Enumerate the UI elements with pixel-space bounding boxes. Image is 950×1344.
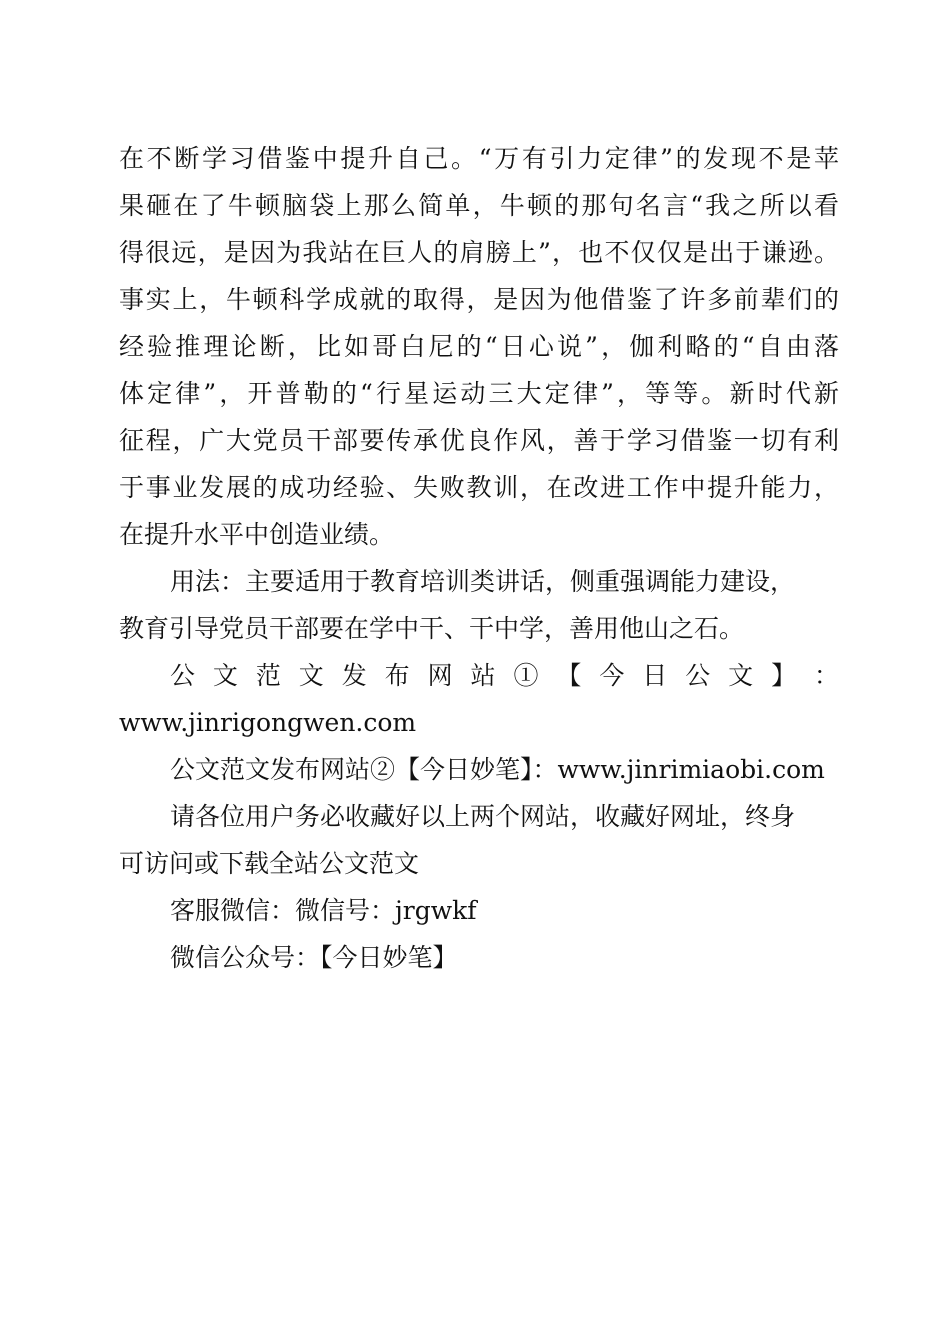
text-line: 征程，广大党员干部要传承优良作风，善于学习借鉴一切有利: [119, 426, 839, 455]
paragraph-usage: [119, 558, 839, 652]
text-line: 请各位用户务必收藏好以上两个网站，收藏好网址，终身: [170, 802, 796, 831]
site-1-url: www.jinrigongwen.com: [119, 708, 417, 737]
site-1-notice: [119, 652, 839, 746]
site-2-notice: [119, 746, 839, 793]
service-wechat: [119, 887, 839, 934]
text-line: 用法：主要适用于教育培训类讲话，侧重强调能力建设，: [170, 567, 796, 596]
public-account: [119, 934, 839, 981]
text-line: 体定律”，开普勒的“行星运动三大定律”，等等。新时代新: [119, 379, 839, 408]
text-line: 可访问或下载全站公文范文: [119, 849, 420, 878]
text-line: 果砸在了牛顿脑袋上那么简单，牛顿的那句名言“我之所以看: [119, 191, 839, 220]
text-line: 在提升水平中创造业绩。: [119, 520, 395, 549]
text-line: 在不断学习借鉴中提升自己。“万有引力定律”的发现不是苹: [119, 144, 839, 173]
text-line: 教育引导党员干部要在学中干、干中学，善用他山之石。: [119, 614, 745, 643]
text-line: 微信公众号：【今日妙笔】: [170, 943, 458, 972]
text-line: 公 文 范 文 发 布 网 站 ① 【 今 日 公 文 】 ：: [170, 661, 839, 690]
text-line: 于事业发展的成功经验、失败教训，在改进工作中提升能力，: [119, 473, 839, 502]
bookmark-reminder: [119, 793, 839, 887]
paragraph-main: [119, 135, 839, 558]
document-body: [119, 135, 839, 981]
text-line: 客服微信：微信号：jrgwkf: [170, 896, 477, 925]
text-line: 得很远，是因为我站在巨人的肩膀上”，也不仅仅是出于谦逊。: [119, 238, 839, 267]
text-line: 经验推理论断，比如哥白尼的“日心说”，伽利略的“自由落: [119, 332, 839, 361]
text-line: 公文范文发布网站②【今日妙笔】：www.jinrimiaobi.com: [170, 755, 825, 784]
text-line: 事实上，牛顿科学成就的取得，是因为他借鉴了许多前辈们的: [119, 285, 839, 314]
